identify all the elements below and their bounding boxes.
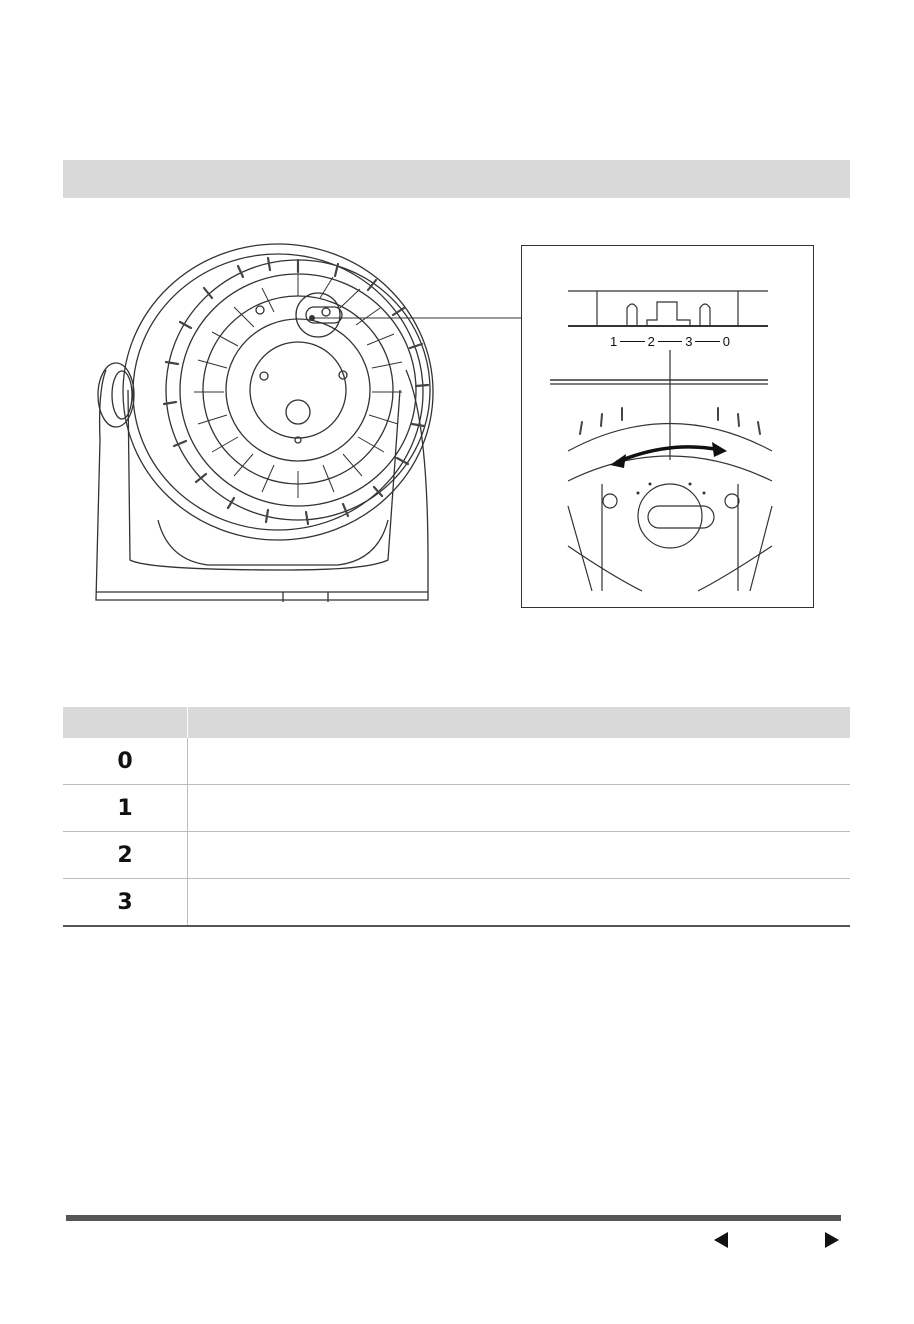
table-header-row	[63, 707, 850, 738]
right-triangle-icon[interactable]	[825, 1232, 839, 1248]
setting-description	[188, 832, 851, 879]
table-row	[63, 879, 850, 927]
dial-detail-inset	[521, 245, 814, 608]
setting-description	[188, 785, 851, 832]
footer-rule	[66, 1215, 841, 1221]
speed-settings-table	[63, 707, 850, 927]
table-row	[63, 832, 850, 879]
setting-column-header	[63, 707, 188, 738]
description-column-header	[188, 707, 851, 738]
scale-divider	[695, 341, 719, 342]
left-triangle-icon[interactable]	[714, 1232, 728, 1248]
setting-description	[188, 738, 851, 785]
dial-scale-labels	[610, 332, 730, 350]
scale-position-2: 2	[647, 333, 655, 349]
setting-value: 3	[63, 879, 188, 927]
setting-value: 1	[63, 785, 188, 832]
setting-description	[188, 879, 851, 927]
scale-position-0: 0	[722, 333, 731, 349]
section-header-bar	[63, 160, 850, 198]
scale-divider	[658, 341, 682, 342]
setting-value: 0	[63, 738, 188, 785]
scale-divider	[620, 341, 644, 342]
table-row	[63, 785, 850, 832]
fan-illustration	[88, 240, 438, 610]
table-row	[63, 738, 850, 785]
setting-value: 2	[63, 832, 188, 879]
scale-position-3: 3	[685, 333, 693, 349]
scale-position-1: 1	[610, 333, 618, 349]
